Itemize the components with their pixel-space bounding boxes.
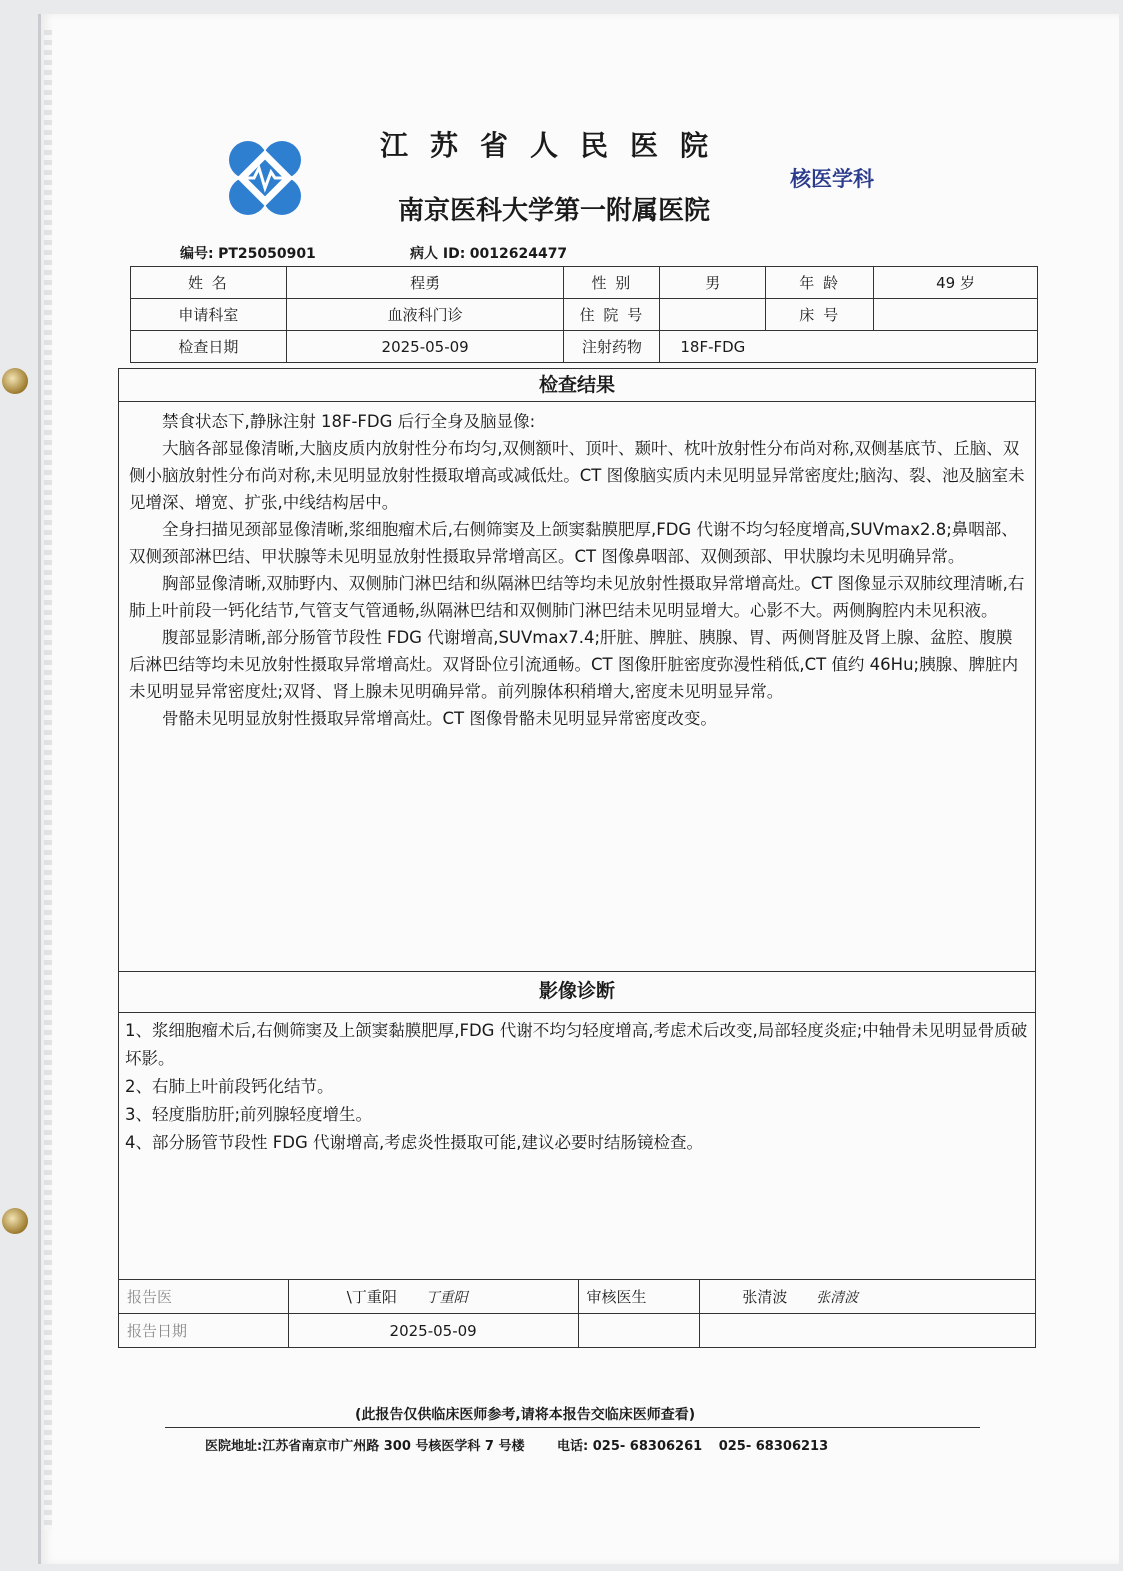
report-date-label: 报告日期 <box>119 1314 289 1348</box>
requesting-dept: 血液科门诊 <box>286 299 564 331</box>
hospital-subname: 南京医科大学第一附属医院 <box>398 196 711 226</box>
reviewer-label: 审核医生 <box>578 1280 700 1314</box>
age-label: 年 龄 <box>766 267 874 299</box>
exam-date: 2025-05-09 <box>286 331 564 363</box>
report-date: 2025-05-09 <box>288 1314 578 1348</box>
reviewer-name: 张清波 <box>742 1288 788 1306</box>
report-number <box>180 243 316 263</box>
report-number-label: 编号: <box>180 246 214 262</box>
findings-paragraph: 禁食状态下,静脉注射 18F-FDG 后行全身及脑显像: <box>162 412 536 431</box>
hospital-address: 医院地址:江苏省南京市广州路 300 号核医学科 7 号楼 <box>205 1439 525 1454</box>
binder-ring <box>2 1208 28 1234</box>
findings-paragraph: 腹部显影清晰,部分肠管节段性 FDG 代谢增高,SUVmax7.4;肝脏、脾脏、胰腺、胃、两侧肾脏及肾上腺、盆腔、腹膜后淋巴结等均未见放射性摄取异常增高灶。双肾卧位引流通畅。CT 图像肝脏密度弥漫性稍低,CT 值约 46Hu;胰腺、脾脏内未见明显异常密度灶;双肾、肾上腺未见明确异常。前列腺体积稍增大,密度未见明显异常。 <box>129 628 1019 701</box>
hospital-logo <box>222 138 308 218</box>
patient-sex: 男 <box>660 267 766 299</box>
reporter-name: \丁重阳 <box>346 1288 397 1306</box>
binder-ring <box>2 368 28 394</box>
findings-section <box>118 368 1036 972</box>
table-row <box>119 1280 1036 1314</box>
patient-age: 49 岁 <box>874 267 1038 299</box>
patient-info-table <box>130 266 1038 363</box>
empty-cell <box>700 1314 1036 1348</box>
footer-note: (此报告仅供临床医师参考,请将本报告交临床医师查看) <box>355 1407 696 1423</box>
table-row <box>131 299 1038 331</box>
findings-paragraph: 大脑各部显像清晰,大脑皮质内放射性分布均匀,双侧额叶、顶叶、颞叶、枕叶放射性分布尚对称,双侧基底节、丘脑、双侧小脑放射性分布尚对称,未见明显放射性摄取增高或减低灶。CT 图像脑实质内未见明显异常密度灶;脑沟、裂、池及脑室未见增深、增宽、扩张,中线结构居中。 <box>129 439 1025 512</box>
signoff-table <box>118 1279 1036 1348</box>
diagnosis-item: 4、部分肠管节段性 FDG 代谢增高,考虑炎性摄取可能,建议必要时结肠镜检查。 <box>125 1133 703 1152</box>
hospital-name: 江苏省人民医院 <box>380 129 731 162</box>
findings-paragraph: 骨骼未见明显放射性摄取异常增高灶。CT 图像骨骼未见明显异常密度改变。 <box>162 709 717 728</box>
inpatient-number <box>660 299 766 331</box>
exam-date-label: 检查日期 <box>131 331 287 363</box>
injected-drug: 18F-FDG <box>660 331 1038 363</box>
report-number-value: PT25050901 <box>218 246 316 262</box>
sheet-protector-edge <box>44 30 52 1530</box>
drug-label: 注射药物 <box>564 331 660 363</box>
phone-number: 025- 68306213 <box>718 1439 829 1454</box>
patient-id-value: 0012624477 <box>469 246 568 262</box>
footer-address-line <box>205 1435 828 1454</box>
diagnosis-title: 影像诊断 <box>119 970 1035 1013</box>
findings-paragraph: 胸部显像清晰,双肺野内、双侧肺门淋巴结和纵隔淋巴结等均未见放射性摄取异常增高灶。CT 图像显示双肺纹理清晰,右肺上叶前段一钙化结节,气管支气管通畅,纵隔淋巴结和双侧肺门淋巴结未见明显增大。心影不大。两侧胸腔内未见积液。 <box>129 574 1025 620</box>
patient-id <box>410 243 567 263</box>
diagnosis-body <box>119 1013 1035 1157</box>
phone-label: 电话: <box>557 1439 589 1454</box>
reviewer-signature: 张清波 <box>816 1290 859 1306</box>
sex-label: 性 别 <box>564 267 660 299</box>
findings-body <box>119 402 1035 732</box>
footer-divider <box>165 1427 980 1428</box>
diagnosis-item: 1、浆细胞瘤术后,右侧筛窦及上颌窦黏膜肥厚,FDG 代谢不均匀轻度增高,考虑术后改变,局部轻度炎症;中轴骨未见明显骨质破坏影。 <box>125 1021 1028 1068</box>
reporter-cell <box>288 1280 578 1314</box>
table-row <box>131 331 1038 363</box>
phone-number: 025- 68306261 <box>592 1439 703 1454</box>
department-name: 核医学科 <box>790 167 874 191</box>
patient-id-label: 病人 ID: <box>410 246 466 262</box>
bed-label: 床 号 <box>766 299 874 331</box>
bed-number <box>874 299 1038 331</box>
name-label: 姓 名 <box>131 267 287 299</box>
findings-paragraph: 全身扫描见颈部显像清晰,浆细胞瘤术后,右侧筛窦及上颌窦黏膜肥厚,FDG 代谢不均匀轻度增高,SUVmax2.8;鼻咽部、双侧颈部淋巴结、甲状腺等未见明显放射性摄取异常增高区。CT 图像鼻咽部、双侧颈部、甲状腺均未见明确异常。 <box>129 520 1018 566</box>
dept-label: 申请科室 <box>131 299 287 331</box>
inpatient-label: 住 院 号 <box>564 299 660 331</box>
reporter-signature: 丁重阳 <box>425 1290 468 1306</box>
diagnosis-item: 3、轻度脂肪肝;前列腺轻度增生。 <box>125 1105 373 1124</box>
patient-name: 程勇 <box>286 267 564 299</box>
table-row <box>131 267 1038 299</box>
empty-cell <box>578 1314 700 1348</box>
reporter-label: 报告医 <box>119 1280 289 1314</box>
diagnosis-item: 2、右肺上叶前段钙化结节。 <box>125 1077 334 1096</box>
reviewer-cell <box>700 1280 1036 1314</box>
diagnosis-section <box>118 970 1036 1280</box>
table-row <box>119 1314 1036 1348</box>
findings-title: 检查结果 <box>119 369 1035 402</box>
